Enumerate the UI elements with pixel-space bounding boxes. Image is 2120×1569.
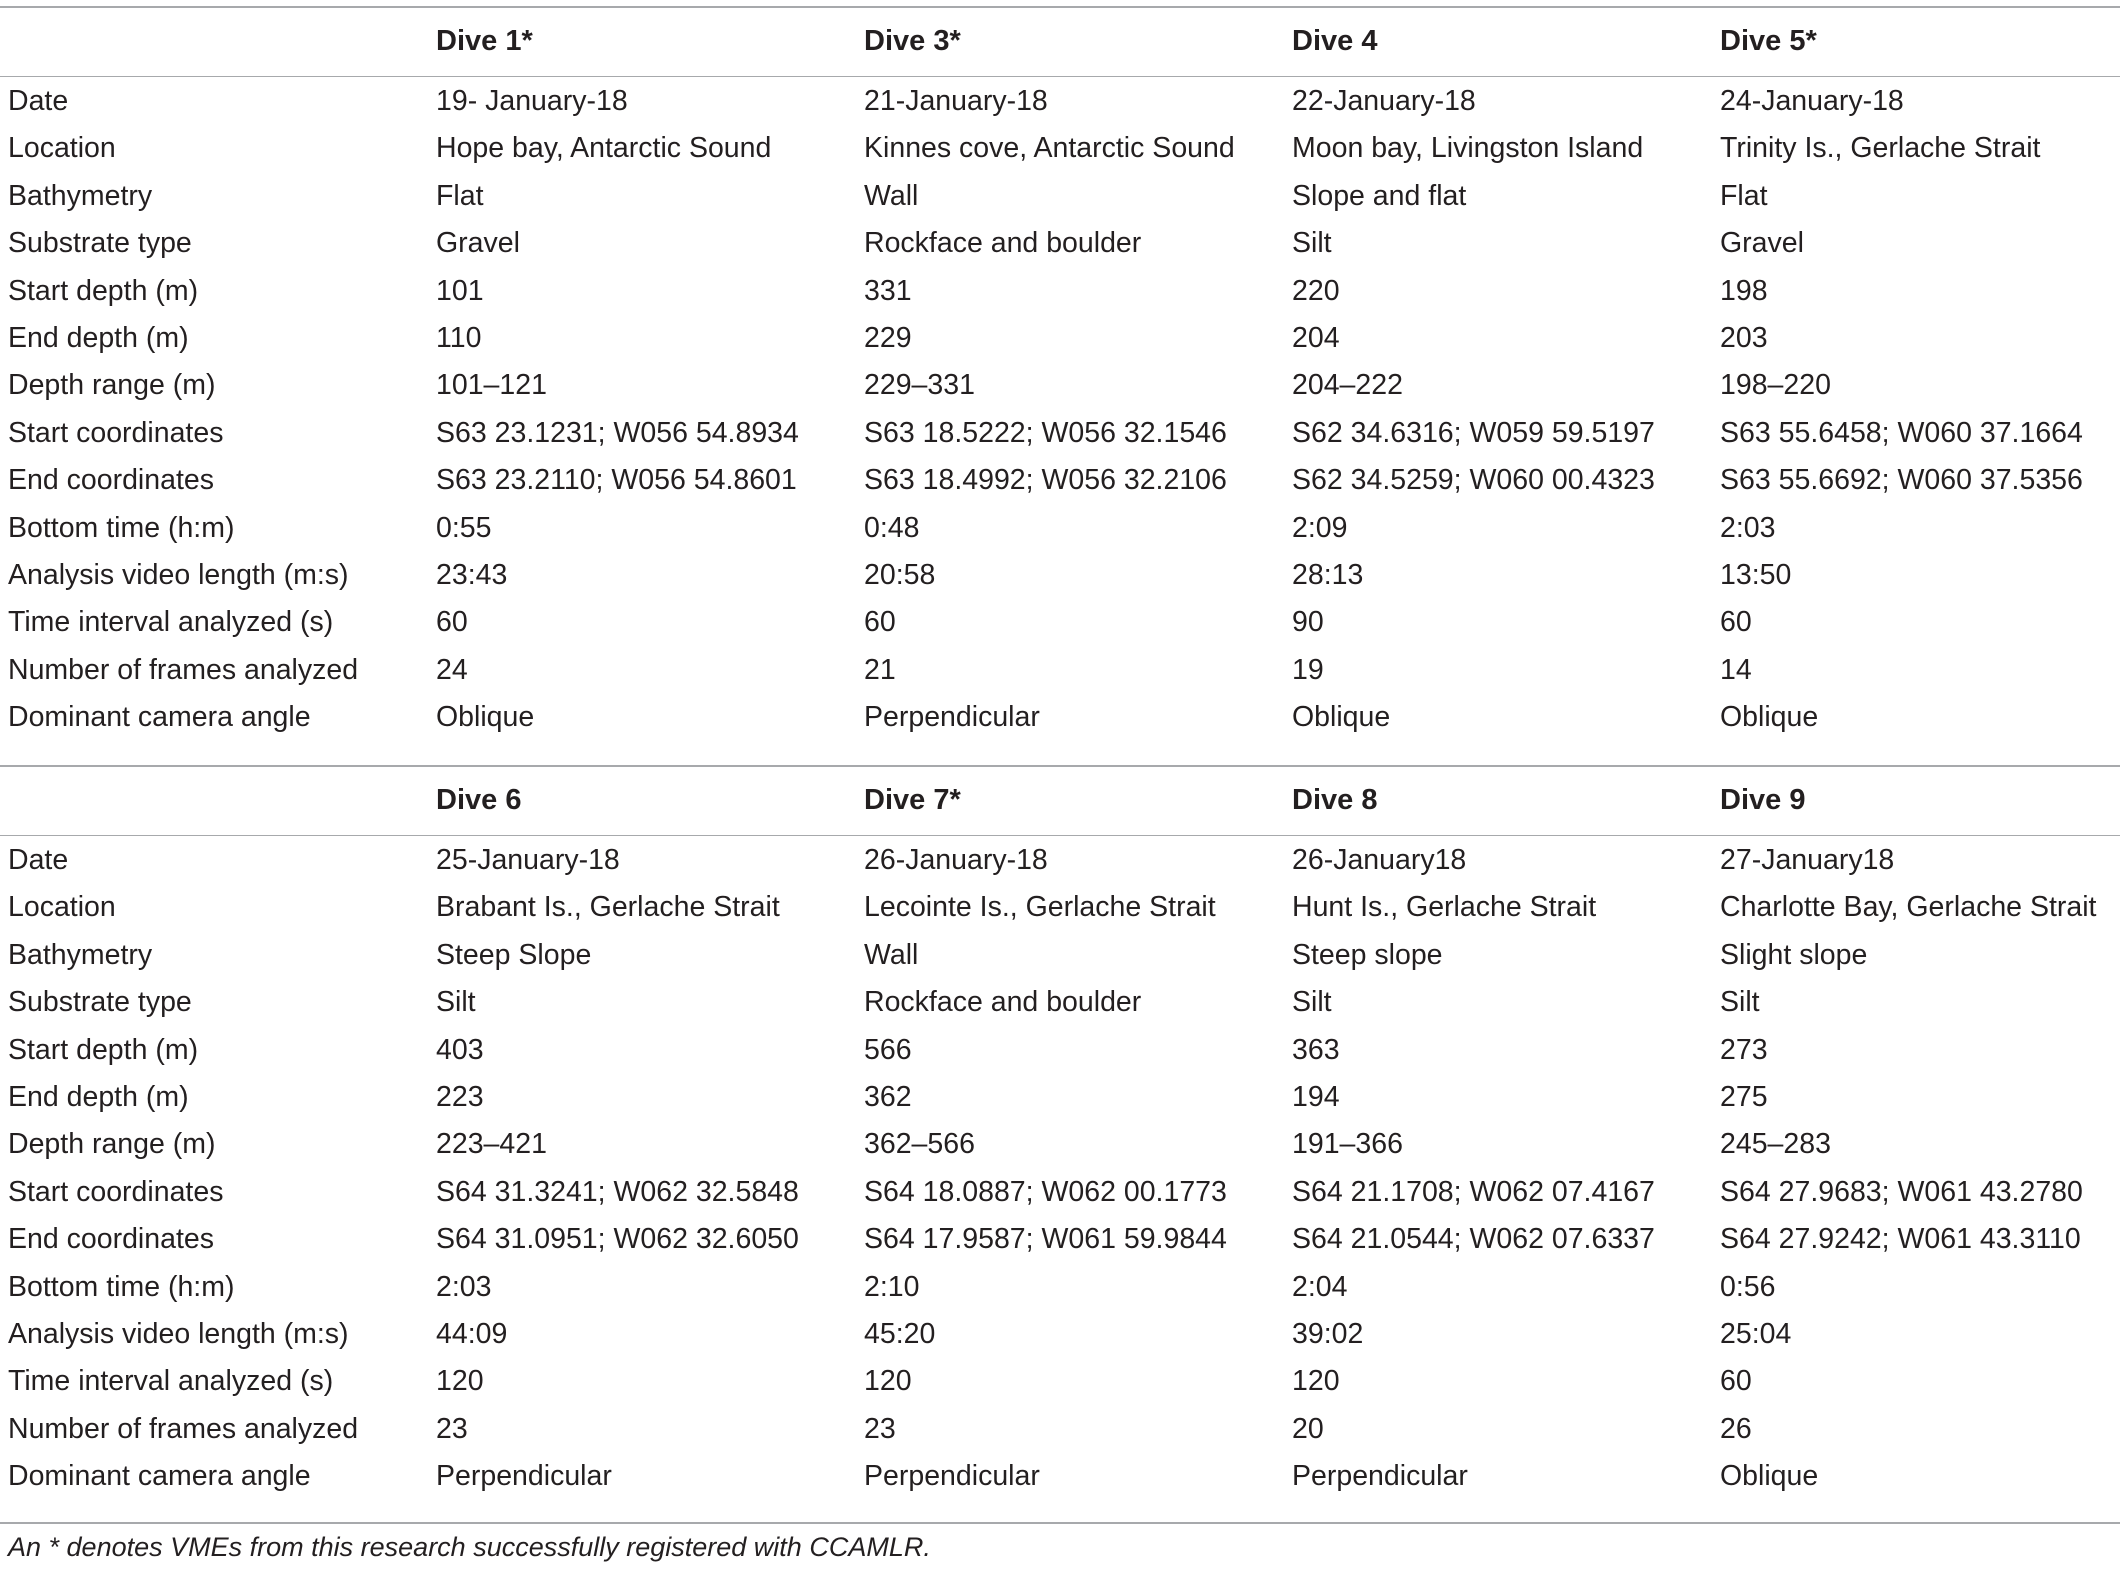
table-cell: 0:56 [1720, 1270, 1776, 1303]
table-cell: S64 31.3241; W062 32.5848 [436, 1175, 799, 1208]
row-label: Substrate type [8, 986, 192, 1019]
table-row [0, 1406, 2120, 1453]
table-body [0, 78, 2120, 741]
table-cell: S64 27.9683; W061 43.2780 [1720, 1175, 2083, 1208]
table-cell: Perpendicular [436, 1460, 612, 1493]
table-cell: S64 21.0544; W062 07.6337 [1292, 1223, 1655, 1256]
table-cell: 204–222 [1292, 369, 1403, 402]
table-cell: S63 23.1231; W056 54.8934 [436, 416, 799, 449]
table-cell: 25:04 [1720, 1317, 1792, 1350]
table-cell: 19 [1292, 653, 1324, 686]
table-cell: Rockface and boulder [864, 986, 1142, 1019]
table-cell: 204 [1292, 321, 1340, 354]
table-cell: 60 [864, 606, 896, 639]
table-cell: Oblique [436, 701, 535, 734]
table-cell: 27-January18 [1720, 844, 1895, 876]
table-cell: S64 18.0887; W062 00.1773 [864, 1175, 1227, 1208]
table-cell: 245–283 [1720, 1128, 1831, 1161]
table-cell: 120 [1292, 1365, 1340, 1398]
row-label: Dominant camera angle [8, 1460, 311, 1493]
table-cell: 191–366 [1292, 1128, 1403, 1161]
table-cell: Silt [436, 986, 476, 1019]
row-label: Time interval analyzed (s) [8, 1365, 334, 1398]
row-label: Analysis video length (m:s) [8, 1317, 349, 1350]
table-cell: 2:09 [1292, 511, 1348, 544]
row-label: Location [8, 891, 116, 924]
table-row [0, 884, 2120, 931]
table-cell: 362–566 [864, 1128, 975, 1161]
table-cell: Hunt Is., Gerlache Strait [1292, 891, 1597, 924]
table-cell: 26 [1720, 1412, 1752, 1445]
table-cell: S63 55.6692; W060 37.5356 [1720, 464, 2083, 497]
header-cell-dive: Dive 7* [864, 784, 961, 816]
table-cell: 198 [1720, 274, 1768, 307]
table-row [0, 1311, 2120, 1358]
table-cell: Steep Slope [436, 938, 592, 971]
table-cell: 363 [1292, 1033, 1340, 1066]
row-label: Start depth (m) [8, 274, 199, 307]
table-cell: 24 [436, 653, 468, 686]
table-row [0, 410, 2120, 457]
table-header-rule [0, 835, 2120, 836]
table-cell: 110 [436, 321, 482, 354]
row-label: Date [8, 844, 69, 876]
table-cell: 403 [436, 1033, 484, 1066]
table-cell: Oblique [1720, 1460, 1819, 1493]
table-cell: S64 27.9242; W061 43.3110 [1720, 1223, 2081, 1256]
table-cell: Slight slope [1720, 938, 1868, 971]
table-cell: Charlotte Bay, Gerlache Strait [1720, 891, 2097, 924]
row-label: End depth (m) [8, 321, 189, 354]
table-cell: 60 [436, 606, 468, 639]
table-header-row [0, 6, 2120, 76]
table-cell: 23:43 [436, 558, 508, 591]
table-cell: S62 34.5259; W060 00.4323 [1292, 464, 1655, 497]
table-row [0, 1264, 2120, 1311]
table-cell: Slope and flat [1292, 179, 1467, 212]
table-row [0, 837, 2120, 884]
table-cell: Lecointe Is., Gerlache Strait [864, 891, 1216, 924]
table-row [0, 552, 2120, 599]
table-cell: 44:09 [436, 1317, 508, 1350]
table-cell: 566 [864, 1033, 912, 1066]
table-cell: 60 [1720, 1365, 1752, 1398]
table-cell: 194 [1292, 1080, 1340, 1113]
table-cell: S63 55.6458; W060 37.1664 [1720, 416, 2083, 449]
table-cell: S63 23.2110; W056 54.8601 [436, 464, 797, 497]
table-cell: Perpendicular [1292, 1460, 1468, 1493]
table-cell: 13:50 [1720, 558, 1792, 591]
row-label: Bathymetry [8, 938, 153, 971]
table-header-row [0, 765, 2120, 835]
table-header-rule [0, 76, 2120, 77]
table-cell: 20:58 [864, 558, 936, 591]
table-cell: 28:13 [1292, 558, 1364, 591]
table-cell: 90 [1292, 606, 1324, 639]
table-cell: S64 21.1708; W062 07.4167 [1292, 1175, 1655, 1208]
table-cell: S63 18.5222; W056 32.1546 [864, 416, 1227, 449]
table-row [0, 694, 2120, 741]
table-cell: 39:02 [1292, 1317, 1364, 1350]
table-cell: 101–121 [436, 369, 547, 402]
table-cell: 362 [864, 1080, 912, 1113]
table-cell: 223 [436, 1080, 484, 1113]
table-cell: 26-January-18 [864, 844, 1048, 876]
table-row [0, 1216, 2120, 1263]
table-row [0, 979, 2120, 1026]
table-cell: 45:20 [864, 1317, 936, 1350]
table-cell: S64 31.0951; W062 32.6050 [436, 1223, 799, 1256]
table-row [0, 1358, 2120, 1405]
table-cell: 223–421 [436, 1128, 547, 1161]
row-label: Date [8, 85, 69, 117]
table-cell: Steep slope [1292, 938, 1443, 971]
row-label: Start depth (m) [8, 1033, 199, 1066]
row-label: End depth (m) [8, 1080, 189, 1113]
table-cell: Brabant Is., Gerlache Strait [436, 891, 780, 924]
table-row [0, 1169, 2120, 1216]
table-cell: 19- January-18 [436, 85, 628, 117]
table-cell: Perpendicular [864, 1460, 1040, 1493]
table-cell: 0:55 [436, 511, 492, 544]
table-cell: 275 [1720, 1080, 1768, 1113]
table-footnote: An * denotes VMEs from this research successfully registered with CCAMLR. [8, 1532, 931, 1562]
table-row [0, 173, 2120, 220]
table-cell: S64 17.9587; W061 59.9844 [864, 1223, 1227, 1256]
table-cell: 60 [1720, 606, 1752, 639]
table-cell: 22-January-18 [1292, 85, 1476, 117]
table-row [0, 125, 2120, 172]
row-label: Bottom time (h:m) [8, 1270, 235, 1303]
header-cell-dive: Dive 9 [1720, 784, 1806, 816]
table-bottom-rule [0, 1522, 2120, 1524]
table-row [0, 505, 2120, 552]
row-label: Bathymetry [8, 179, 153, 212]
table-cell: Wall [864, 938, 919, 971]
row-label: Bottom time (h:m) [8, 511, 235, 544]
table-cell: 23 [436, 1412, 468, 1445]
table-cell: Gravel [1720, 227, 1804, 260]
table-cell: 0:48 [864, 511, 920, 544]
table-cell: 229–331 [864, 369, 975, 402]
table-cell: 120 [436, 1365, 484, 1398]
table-cell: 2:03 [1720, 511, 1776, 544]
table-cell: 203 [1720, 321, 1768, 354]
row-label: Start coordinates [8, 1175, 224, 1208]
table-row [0, 932, 2120, 979]
table-cell: Wall [864, 179, 919, 212]
table-cell: 273 [1720, 1033, 1768, 1066]
table-cell: 120 [864, 1365, 912, 1398]
table-cell: Perpendicular [864, 701, 1040, 734]
table-cell: 229 [864, 321, 912, 354]
table-cell: 21 [864, 653, 896, 686]
table-cell: Trinity Is., Gerlache Strait [1720, 132, 2041, 165]
table-cell: 21-January-18 [864, 85, 1048, 117]
row-label: Substrate type [8, 227, 192, 260]
table-cell: 23 [864, 1412, 896, 1445]
table-row [0, 268, 2120, 315]
table-row [0, 1121, 2120, 1168]
table-cell: Moon bay, Livingston Island [1292, 132, 1644, 165]
row-label: Number of frames analyzed [8, 1412, 359, 1445]
table-row [0, 220, 2120, 267]
table-row [0, 315, 2120, 362]
table-row [0, 362, 2120, 409]
row-label: Start coordinates [8, 416, 224, 449]
table-cell: Silt [1292, 227, 1332, 260]
table-cell: Silt [1720, 986, 1760, 1019]
table-cell: Rockface and boulder [864, 227, 1142, 260]
table-row [0, 1453, 2120, 1500]
header-cell-dive: Dive 4 [1292, 25, 1378, 57]
header-cell-dive: Dive 1* [436, 25, 533, 57]
table-cell: 2:04 [1292, 1270, 1348, 1303]
row-label: Time interval analyzed (s) [8, 606, 334, 639]
header-cell-dive: Dive 8 [1292, 784, 1378, 816]
table-cell: Flat [1720, 179, 1768, 212]
row-label: Number of frames analyzed [8, 653, 359, 686]
row-label: Depth range (m) [8, 1128, 216, 1161]
row-label: End coordinates [8, 464, 214, 497]
table-cell: 2:03 [436, 1270, 492, 1303]
row-label: Analysis video length (m:s) [8, 558, 349, 591]
table-row [0, 647, 2120, 694]
row-label: Dominant camera angle [8, 701, 311, 734]
table-cell: 331 [864, 274, 912, 307]
header-cell-dive: Dive 3* [864, 25, 961, 57]
table-body [0, 837, 2120, 1500]
table-row [0, 1027, 2120, 1074]
table-cell: 25-January-18 [436, 844, 620, 876]
table-cell: Kinnes cove, Antarctic Sound [864, 132, 1235, 165]
table-row [0, 599, 2120, 646]
header-cell-dive: Dive 5* [1720, 25, 1817, 57]
table-cell: 198–220 [1720, 369, 1831, 402]
table-cell: 101 [436, 274, 484, 307]
row-label: Location [8, 132, 116, 165]
table-cell: 20 [1292, 1412, 1324, 1445]
table-cell: Gravel [436, 227, 520, 260]
table-cell: Silt [1292, 986, 1332, 1019]
table-cell: S62 34.6316; W059 59.5197 [1292, 416, 1655, 449]
table-cell: 220 [1292, 274, 1340, 307]
table-cell: Hope bay, Antarctic Sound [436, 132, 772, 165]
table-cell: 24-January-18 [1720, 85, 1904, 117]
table-cell: 14 [1720, 653, 1752, 686]
row-label: End coordinates [8, 1223, 214, 1256]
table-cell: 26-January18 [1292, 844, 1467, 876]
table-row [0, 1074, 2120, 1121]
header-cell-dive: Dive 6 [436, 784, 522, 816]
table-row [0, 457, 2120, 504]
table-cell: Oblique [1720, 701, 1819, 734]
row-label: Depth range (m) [8, 369, 216, 402]
table-cell: Flat [436, 179, 484, 212]
table-cell: S63 18.4992; W056 32.2106 [864, 464, 1227, 497]
table-cell: 2:10 [864, 1270, 920, 1303]
table-cell: Oblique [1292, 701, 1391, 734]
table-row [0, 78, 2120, 125]
